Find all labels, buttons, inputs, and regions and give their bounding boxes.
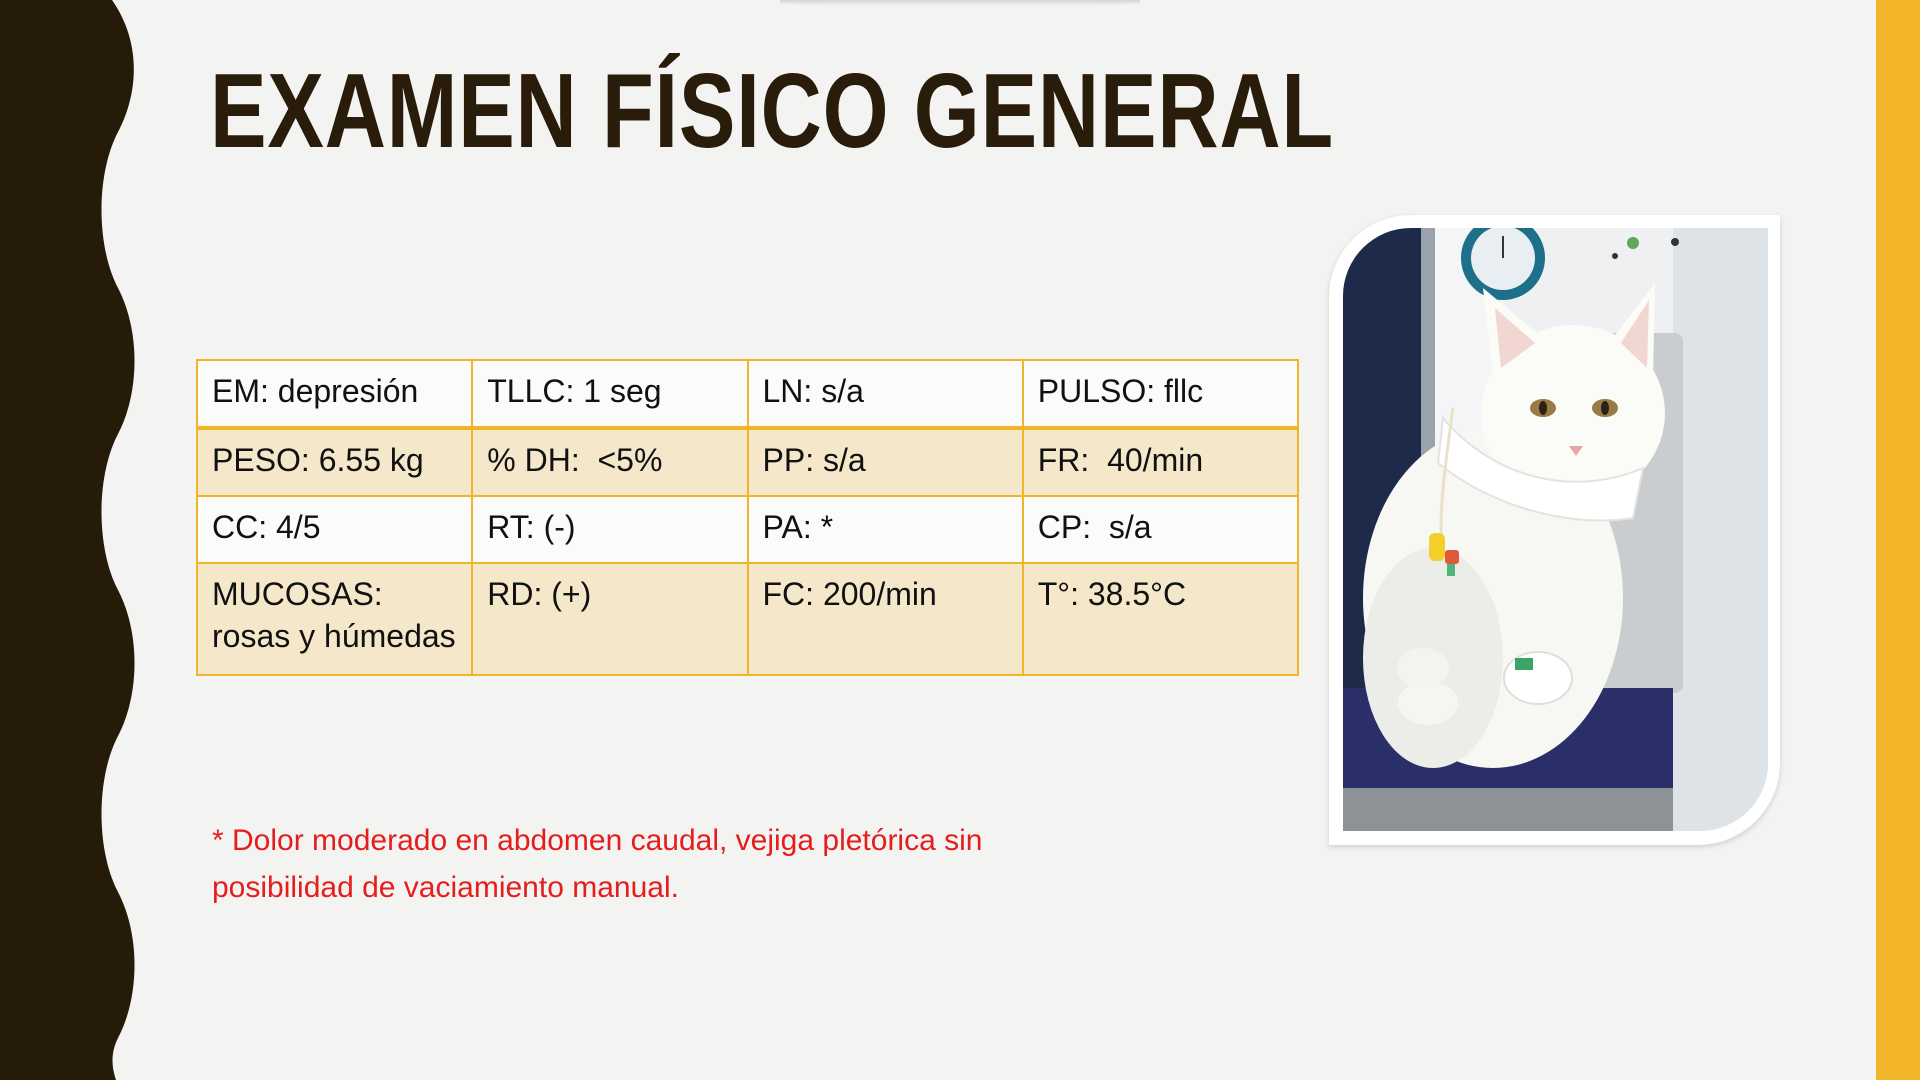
exam-table	[196, 359, 1299, 676]
table-cell	[1023, 563, 1298, 675]
cell-text: % DH: <5%	[487, 442, 663, 478]
table-cell	[748, 360, 1023, 428]
table-cell	[1023, 360, 1298, 428]
cell-text: PA: *	[762, 509, 834, 545]
table-cell	[748, 428, 1023, 496]
cat-photo	[1343, 228, 1768, 831]
table-cell	[197, 563, 472, 675]
table-cell	[197, 496, 472, 563]
right-accent-band	[1876, 0, 1920, 1080]
table-cell	[472, 563, 747, 675]
wavy-left-border	[0, 0, 150, 1080]
cell-text: PESO: 6.55 kg	[212, 442, 424, 478]
top-shadow-decoration	[780, 0, 1140, 6]
cell-text: RT: (-)	[487, 509, 576, 545]
table-row	[197, 563, 1298, 675]
table-row	[197, 360, 1298, 428]
table-row	[197, 496, 1298, 563]
cell-text: CP: s/a	[1037, 509, 1152, 545]
table-cell	[197, 360, 472, 428]
cell-text: LN: s/a	[762, 373, 864, 409]
cell-text: FR: 40/min	[1037, 442, 1204, 478]
cell-text: PP: s/a	[762, 442, 866, 478]
cell-text: FC: 200/min	[762, 576, 937, 612]
table-cell	[197, 428, 472, 496]
table-cell	[472, 360, 747, 428]
table-cell	[472, 428, 747, 496]
cell-text: TLLC: 1 seg	[487, 373, 662, 409]
cat-photo-illustration	[1343, 228, 1768, 831]
footnote: * Dolor moderado en abdomen caudal, vejiga pletórica sin posibilidad de vaciamiento manual.	[212, 824, 983, 904]
cell-text: RD: (+)	[487, 576, 592, 612]
table-cell	[1023, 496, 1298, 563]
table-row	[197, 428, 1298, 496]
table-cell	[472, 496, 747, 563]
cell-text: CC: 4/5	[212, 509, 321, 545]
table-cell	[748, 496, 1023, 563]
cell-text: MUCOSAS: rosas y húmedas	[212, 576, 456, 654]
slide-title: EXAMEN FÍSICO GENERAL	[210, 52, 1335, 170]
cell-text: EM: depresión	[212, 373, 419, 409]
table-cell	[748, 563, 1023, 675]
cell-text: T°: 38.5°C	[1037, 576, 1187, 612]
cell-text: PULSO: fllc	[1037, 373, 1204, 409]
table-cell	[1023, 428, 1298, 496]
cat-photo-frame	[1329, 215, 1780, 845]
